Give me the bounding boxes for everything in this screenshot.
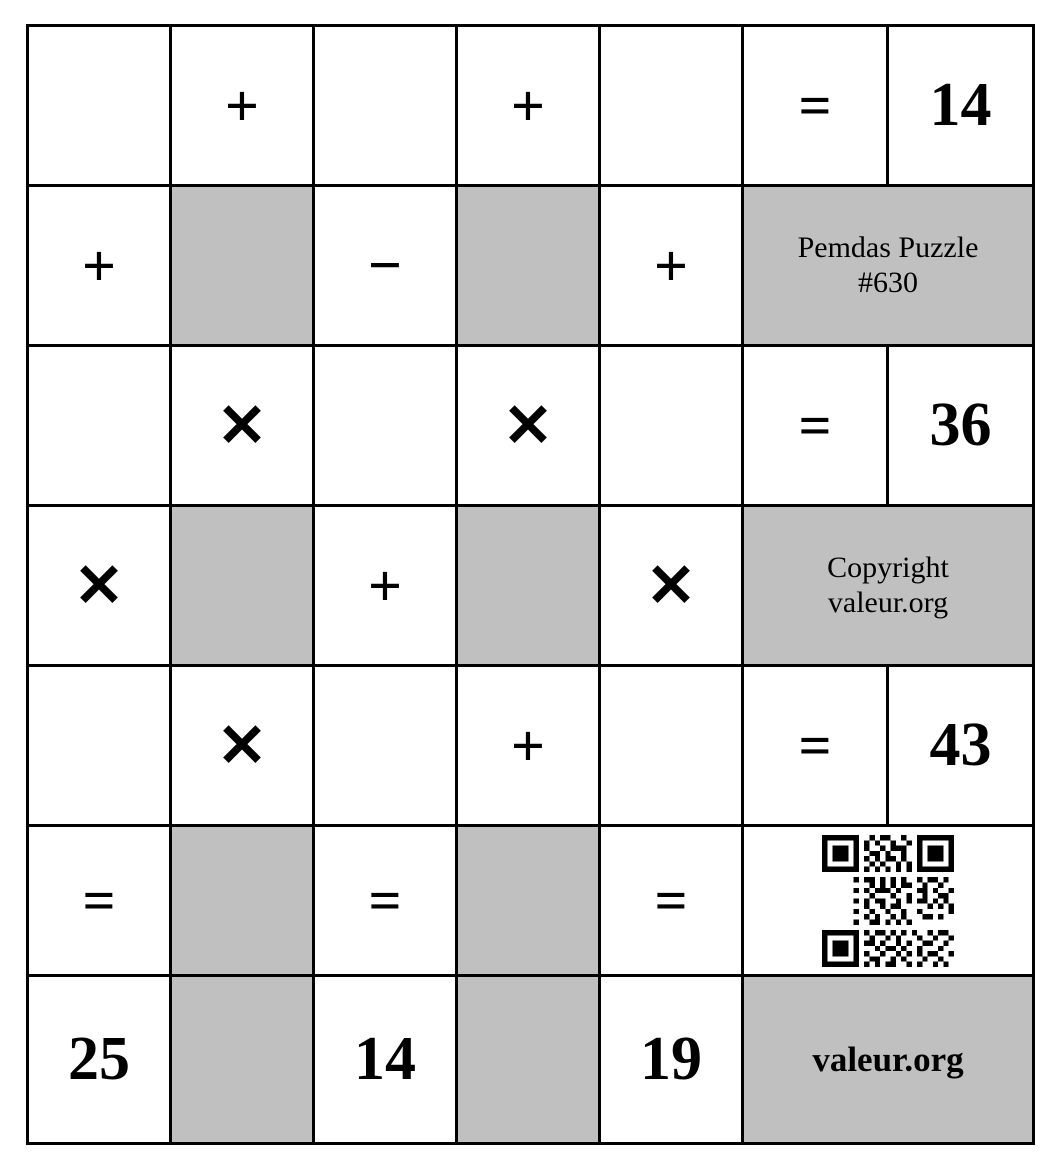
cell-equals-r5c4: = [600,826,743,976]
cell-shaded-r5c3 [457,826,600,976]
cell-result-r0c6: 14 [888,26,1034,186]
cell-result-r6c4: 19 [600,976,743,1144]
cell-result-r4c6: 43 [888,666,1034,826]
table-row [28,346,1034,506]
table-row [28,666,1034,826]
cell-equals-r4c5: = [743,666,888,826]
table-row [28,976,1034,1144]
copyright-notice [743,506,1034,666]
cell-shaded-r6c3 [457,976,600,1144]
cell-shaded-r1c1 [171,186,314,346]
cell-input-r0c0[interactable] [28,26,171,186]
cell-shaded-r3c1 [171,506,314,666]
puzzle-title-line1: Pemdas Puzzle [797,231,979,264]
cell-operator-r3c0: ✕ [28,506,171,666]
cell-shaded-r6c1 [171,976,314,1144]
cell-result-r6c2: 14 [314,976,457,1144]
cell-equals-r0c5: = [743,26,888,186]
cell-operator-r3c4: ✕ [600,506,743,666]
cell-operator-r0c3: + [457,26,600,186]
copyright-line1: Copyright [827,551,949,584]
pemdas-puzzle-grid [26,24,1035,1145]
cell-operator-r1c0: + [28,186,171,346]
cell-input-r4c2[interactable] [314,666,457,826]
cell-equals-r5c0: = [28,826,171,976]
cell-input-r2c4[interactable] [600,346,743,506]
puzzle-title [743,186,1034,346]
cell-operator-r1c4: + [600,186,743,346]
cell-equals-r2c5: = [743,346,888,506]
cell-shaded-r5c1 [171,826,314,976]
cell-input-r2c2[interactable] [314,346,457,506]
copyright-line2: valeur.org [827,585,949,619]
brand-label: valeur.org [743,976,1034,1144]
cell-shaded-r1c3 [457,186,600,346]
qr-code-cell[interactable] [743,826,1034,976]
cell-shaded-r3c3 [457,506,600,666]
cell-operator-r3c2: + [314,506,457,666]
cell-result-r6c0: 25 [28,976,171,1144]
cell-operator-r1c2: − [314,186,457,346]
cell-operator-r2c3: ✕ [457,346,600,506]
table-row [28,506,1034,666]
cell-result-r2c6: 36 [888,346,1034,506]
table-row [28,186,1034,346]
cell-input-r2c0[interactable] [28,346,171,506]
cell-operator-r4c3: + [457,666,600,826]
cell-operator-r0c1: + [171,26,314,186]
puzzle-title-line2: #630 [858,265,918,299]
cell-input-r0c4[interactable] [600,26,743,186]
cell-operator-r4c1: ✕ [171,666,314,826]
qr-code-svg [814,835,962,967]
qr-code-icon[interactable] [744,827,1032,974]
cell-operator-r2c1: ✕ [171,346,314,506]
cell-input-r4c4[interactable] [600,666,743,826]
table-row [28,26,1034,186]
cell-input-r0c2[interactable] [314,26,457,186]
cell-input-r4c0[interactable] [28,666,171,826]
table-row [28,826,1034,976]
cell-equals-r5c2: = [314,826,457,976]
